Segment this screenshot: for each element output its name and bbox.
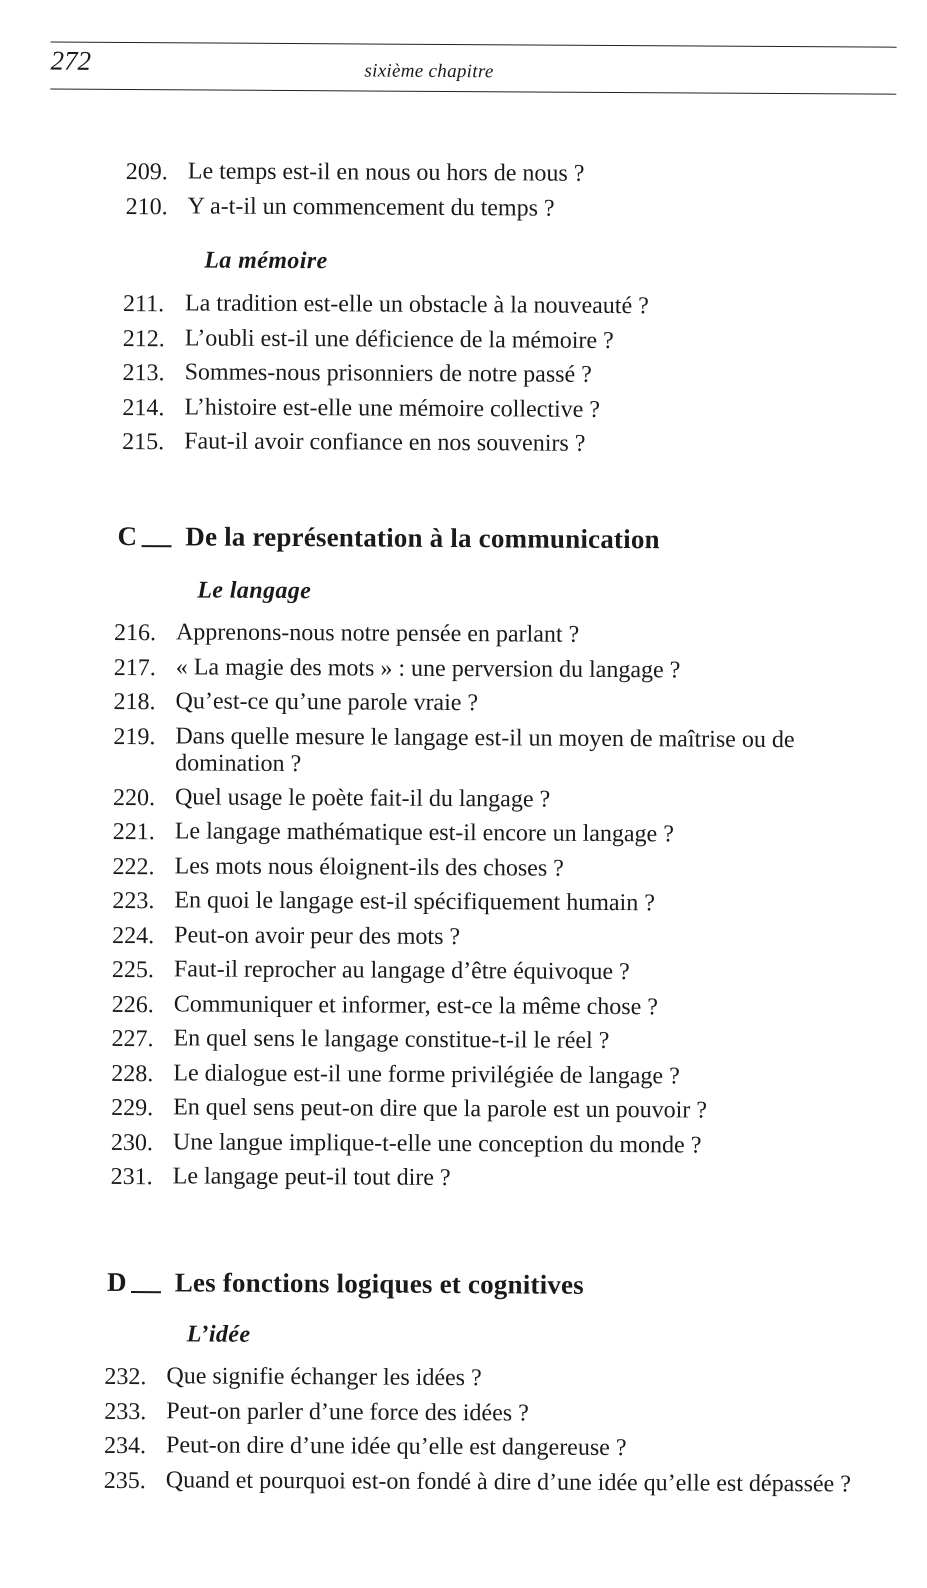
question-item: [104, 1394, 888, 1433]
question-text: En quel sens le langage constitue-t-il le réel ?: [173, 1025, 610, 1054]
question-item: [113, 685, 892, 724]
question-number: 235.: [103, 1467, 146, 1494]
question-number: 218.: [113, 688, 156, 716]
subsection-title-memoire: La mémoire: [204, 247, 328, 275]
question-number: 226.: [111, 991, 154, 1018]
question-item: [122, 425, 894, 464]
question-item: [113, 815, 892, 854]
question-item: [123, 321, 895, 360]
question-text: Les mots nous éloignent-ils des choses ?: [174, 852, 564, 882]
question-text: Apprenons-nous notre pensée en parlant ?: [175, 619, 580, 648]
question-text: Quand et pourquoi est-on fondé à dire d’une idée qu’elle est dépassée ?: [165, 1466, 851, 1497]
question-number: 216.: [113, 619, 157, 647]
question-item: [122, 356, 894, 395]
section-heading-d: [106, 1266, 585, 1300]
question-item: [112, 953, 891, 992]
question-item: [111, 1091, 890, 1130]
page-number: 272: [50, 45, 92, 76]
question-number: 228.: [111, 1060, 154, 1087]
question-number: 223.: [112, 887, 155, 915]
section-letter: D: [106, 1266, 127, 1298]
question-text: Que signifie échanger les idées ?: [166, 1363, 482, 1392]
question-text: Faut-il avoir confiance en nos souvenirs ?: [184, 428, 586, 457]
question-item: [113, 719, 892, 785]
question-text: Le langage peut-il tout dire ?: [172, 1163, 451, 1192]
question-text: « La magie des mots » : une perversion du langage ?: [175, 653, 681, 683]
idee-question-list: [0, 1359, 924, 1503]
question-number: 215.: [122, 428, 165, 456]
langage-question-list: [0, 615, 927, 1199]
question-number: 229.: [111, 1094, 154, 1122]
question-text: Faut-il reprocher au langage d’être équivoque ?: [173, 956, 630, 986]
running-title: sixième chapitre: [364, 60, 494, 83]
question-text: Communiquer et informer, est-ce la même chose ?: [173, 990, 659, 1020]
section-dash: [131, 1291, 161, 1293]
question-item: [122, 390, 894, 429]
question-item: [114, 616, 893, 655]
question-item: [126, 155, 896, 194]
question-item: [123, 287, 895, 326]
question-text: Y a-t-il un commencement du temps ?: [187, 192, 555, 222]
question-item: [126, 190, 896, 229]
section-letter: C: [117, 520, 138, 552]
question-text: Peut-on avoir peur des mots ?: [174, 921, 461, 950]
question-text: Sommes-nous prisonniers de notre passé ?: [184, 359, 592, 388]
memoire-question-list: [2, 286, 927, 464]
question-text: En quoi le langage est-il spécifiquement humain ?: [174, 887, 655, 917]
section-title: Les fonctions logiques et cognitives: [174, 1267, 585, 1300]
question-number: 224.: [112, 922, 155, 949]
question-number: 221.: [112, 818, 155, 846]
question-item: [104, 1463, 888, 1502]
header-top-rule: [51, 42, 897, 48]
question-number: 225.: [111, 956, 155, 984]
question-text: En quel sens peut-on dire que la parole est un pouvoir ?: [173, 1094, 708, 1124]
question-item: [111, 1056, 890, 1095]
question-item: [112, 918, 891, 957]
question-text: Une langue implique-t-elle une conception du monde ?: [172, 1128, 702, 1159]
question-number: 212.: [122, 325, 165, 352]
question-number: 231.: [110, 1163, 153, 1191]
question-text: Le dialogue est-il une forme privilégiée de langage ?: [173, 1059, 680, 1089]
section-title: De la représentation à la communication: [185, 521, 660, 555]
question-item: [114, 650, 893, 689]
question-number: 230.: [110, 1129, 153, 1156]
section-heading-c: [117, 520, 660, 555]
question-text: Peut-on parler d’une force des idées ?: [166, 1397, 529, 1426]
question-text: Peut-on dire d’une idée qu’elle est dangereuse ?: [165, 1432, 627, 1462]
question-text: Qu’est-ce qu’une parole vraie ?: [175, 688, 479, 717]
question-number: 222.: [112, 853, 155, 880]
question-number: 213.: [122, 359, 165, 387]
question-item: [112, 849, 891, 888]
question-text: Le temps est-il en nous ou hors de nous ?: [187, 158, 585, 187]
question-item: [111, 1022, 890, 1061]
question-text: Dans quelle mesure le langage est-il un moyen de maîtrise ou de domination ?: [175, 722, 795, 777]
question-item: [104, 1429, 888, 1468]
question-item: [111, 1125, 890, 1164]
question-number: 217.: [113, 654, 156, 681]
question-text: Quel usage le poète fait-il du langage ?: [174, 783, 551, 813]
header-bottom-rule: [50, 89, 896, 95]
question-text: L’histoire est-elle une mémoire collective ?: [184, 393, 601, 423]
question-item: [111, 1160, 890, 1199]
question-item: [104, 1360, 888, 1399]
subsection-title-idee: L’idée: [186, 1321, 251, 1348]
question-item: [112, 987, 891, 1026]
question-number: 209.: [125, 159, 168, 186]
question-item: [112, 884, 891, 923]
question-text: L’oubli est-il une déficience de la mémoire ?: [184, 324, 614, 354]
question-number: 234.: [103, 1432, 147, 1460]
question-item: [113, 780, 892, 819]
question-number: 233.: [104, 1398, 147, 1425]
question-number: 219.: [113, 723, 156, 750]
question-number: 227.: [111, 1025, 154, 1053]
question-number: 220.: [112, 784, 156, 811]
question-text: La tradition est-elle un obstacle à la nouveauté ?: [184, 290, 649, 320]
question-number: 232.: [104, 1363, 147, 1391]
question-number: 211.: [122, 290, 165, 318]
question-number: 210.: [125, 193, 168, 220]
question-number: 214.: [122, 394, 165, 421]
question-text: Le langage mathématique est-il encore un langage ?: [174, 818, 674, 848]
section-dash: [141, 545, 171, 547]
subsection-title-langage: Le langage: [197, 577, 312, 605]
intro-question-list: [4, 154, 927, 229]
